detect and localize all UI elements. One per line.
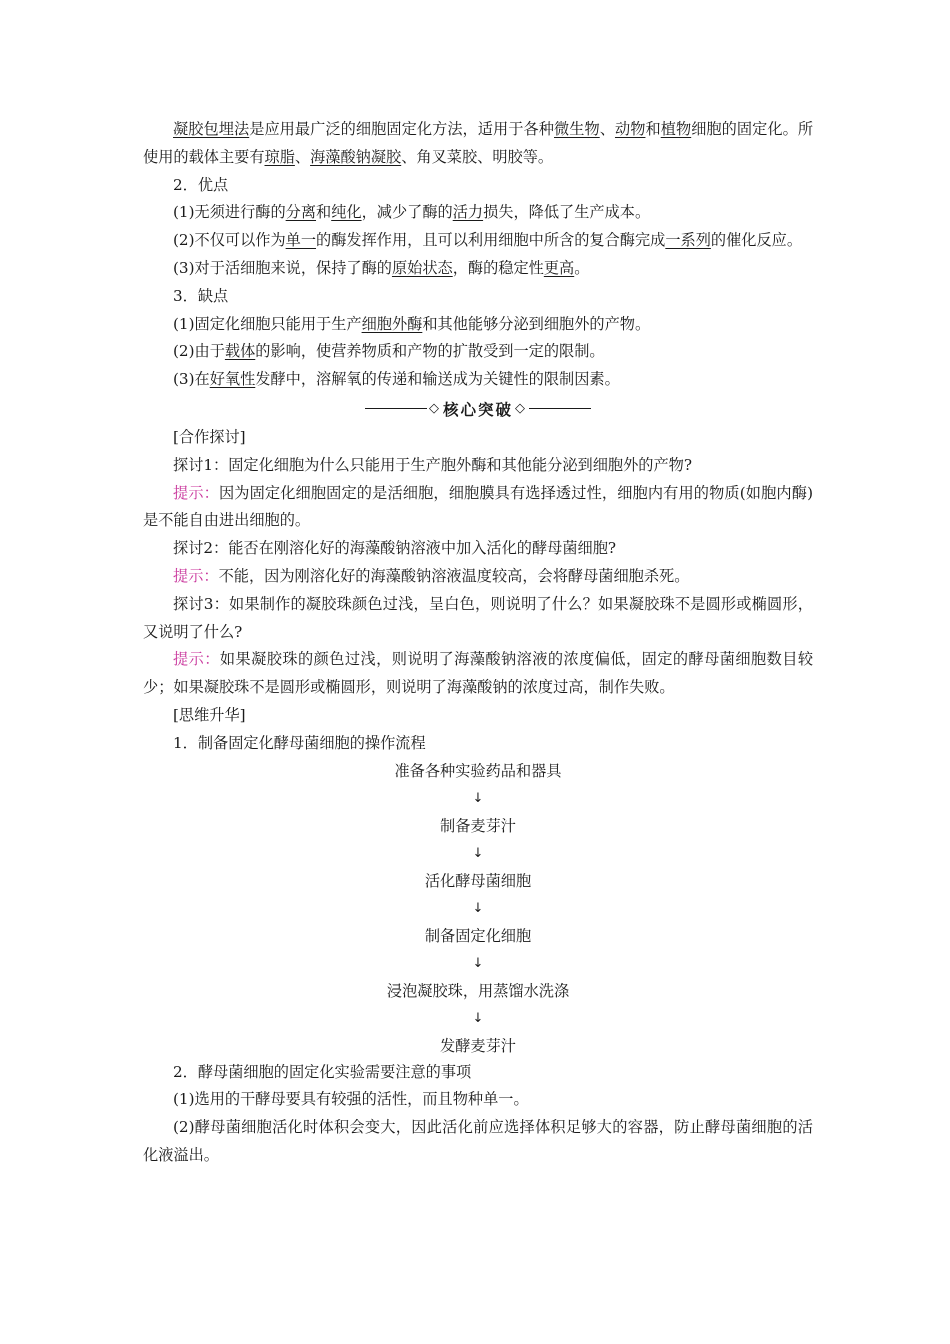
term-animal: 动物 [614, 120, 646, 138]
answer-1: 提示：因为固定化细胞固定的是活细胞，细胞膜具有选择透过性，细胞内有用的物质(如胞内酶)是不能自由进出细胞的。 [143, 483, 813, 530]
down-arrow-icon: ↓ [472, 845, 484, 861]
term-plant: 植物 [660, 120, 692, 138]
document-page [143, 116, 813, 1170]
paragraph-gel-embedding: 凝胶包埋法是应用最广泛的细胞固定化方法，适用于各种微生物、动物和植物细胞的固定化。所使用的载体主要有琼脂、海藻酸钠凝胶、角叉菜胶、明胶等。 [143, 120, 814, 166]
advantages-heading: 2．优点 [173, 175, 229, 194]
hint-label: 提示： [173, 566, 219, 585]
disadvantage-item-1: (1)固定化细胞只能用于生产细胞外酶和其他能够分泌到细胞外的产物。 [173, 314, 651, 333]
diamond-icon-right: ◇ [515, 401, 527, 417]
down-arrow-icon: ↓ [472, 790, 484, 806]
advantage-item-1: (1)无须进行酶的分离和纯化，减少了酶的活力损失，降低了生产成本。 [173, 203, 651, 222]
down-arrow-icon: ↓ [472, 900, 484, 916]
flow-step: 准备各种实验药品和器具 [394, 761, 562, 780]
answer-3: 提示：如果凝胶珠的颜色过浅，则说明了海藻酸钠溶液的浓度偏低，固定的酵母菌细胞数目较少；如果凝胶珠不是圆形或椭圆形，则说明了海藻酸钠的浓度过高，制作失败。 [143, 650, 814, 697]
flow-step: 制备固定化细胞 [424, 926, 532, 945]
flow-step: 浸泡凝胶珠，用蒸馏水洗涤 [386, 981, 570, 1000]
advantage-item-3: (3)对于活细胞来说，保持了酶的原始状态，酶的稳定性更高。 [173, 258, 590, 277]
note-item-2: (2)酵母菌细胞活化时体积会变大，因此活化前应选择体积足够大的容器，防止酵母菌细胞的活化液溢出。 [143, 1118, 813, 1164]
disadvantage-item-2: (2)由于载体的影响，使营养物质和产物的扩散受到一定的限制。 [173, 342, 605, 361]
term-alginate-gel: 海藻酸钠凝胶 [310, 147, 402, 166]
answer-2: 提示：不能，因为刚溶化好的海藻酸钠溶液温度较高，会将酵母菌细胞杀死。 [173, 566, 690, 585]
flow-step: 发酵麦芽汁 [440, 1036, 516, 1055]
flow-step: 制备麦芽汁 [440, 816, 516, 835]
section-title-core [143, 394, 813, 424]
question-1: 探讨1：固定化细胞为什么只能用于生产胞外酶和其他能分泌到细胞外的产物? [173, 455, 692, 474]
flow-step: 活化酵母菌细胞 [424, 871, 532, 890]
diamond-icon-left: ◇ [428, 401, 441, 417]
term-microorganism: 微生物 [554, 120, 600, 138]
hint-label: 提示： [173, 650, 220, 669]
section-rule-right [529, 408, 591, 409]
notes-heading: 2．酵母菌细胞的固定化实验需要注意的事项 [173, 1062, 472, 1081]
question-3: 探讨3：如果制作的凝胶珠颜色过浅，呈白色，则说明了什么？如果凝胶珠不是圆形或椭圆形，又说明了什么? [143, 594, 813, 641]
advantage-item-2: (2)不仅可以作为单一的酶发挥作用，且可以利用细胞中所含的复合酶完成一系列的催化反应。 [173, 231, 803, 250]
disadvantage-item-3: (3)在好氧性发酵中，溶解氧的传递和输送成为关键性的限制因素。 [173, 370, 620, 389]
thinking-label: [思维升华] [173, 705, 246, 724]
note-item-1: (1)选用的干酵母要具有较强的活性，而且物种单一。 [173, 1090, 529, 1109]
disadvantages-heading: 3．缺点 [173, 286, 229, 305]
discussion-label: [合作探讨] [173, 427, 246, 446]
down-arrow-icon: ↓ [472, 1010, 484, 1026]
process-flowchart [143, 758, 813, 1059]
hint-label: 提示： [173, 483, 219, 502]
section-title-text: 核心突破 [442, 400, 513, 419]
section-rule-left [365, 408, 427, 409]
down-arrow-icon: ↓ [472, 955, 484, 971]
flow-heading: 1．制备固定化酵母菌细胞的操作流程 [173, 733, 426, 752]
term-agar: 琼脂 [264, 147, 295, 166]
term-gel-embedding: 凝胶包埋法 [173, 120, 250, 138]
question-2: 探讨2：能否在刚溶化好的海藻酸钠溶液中加入活化的酵母菌细胞? [173, 539, 617, 558]
